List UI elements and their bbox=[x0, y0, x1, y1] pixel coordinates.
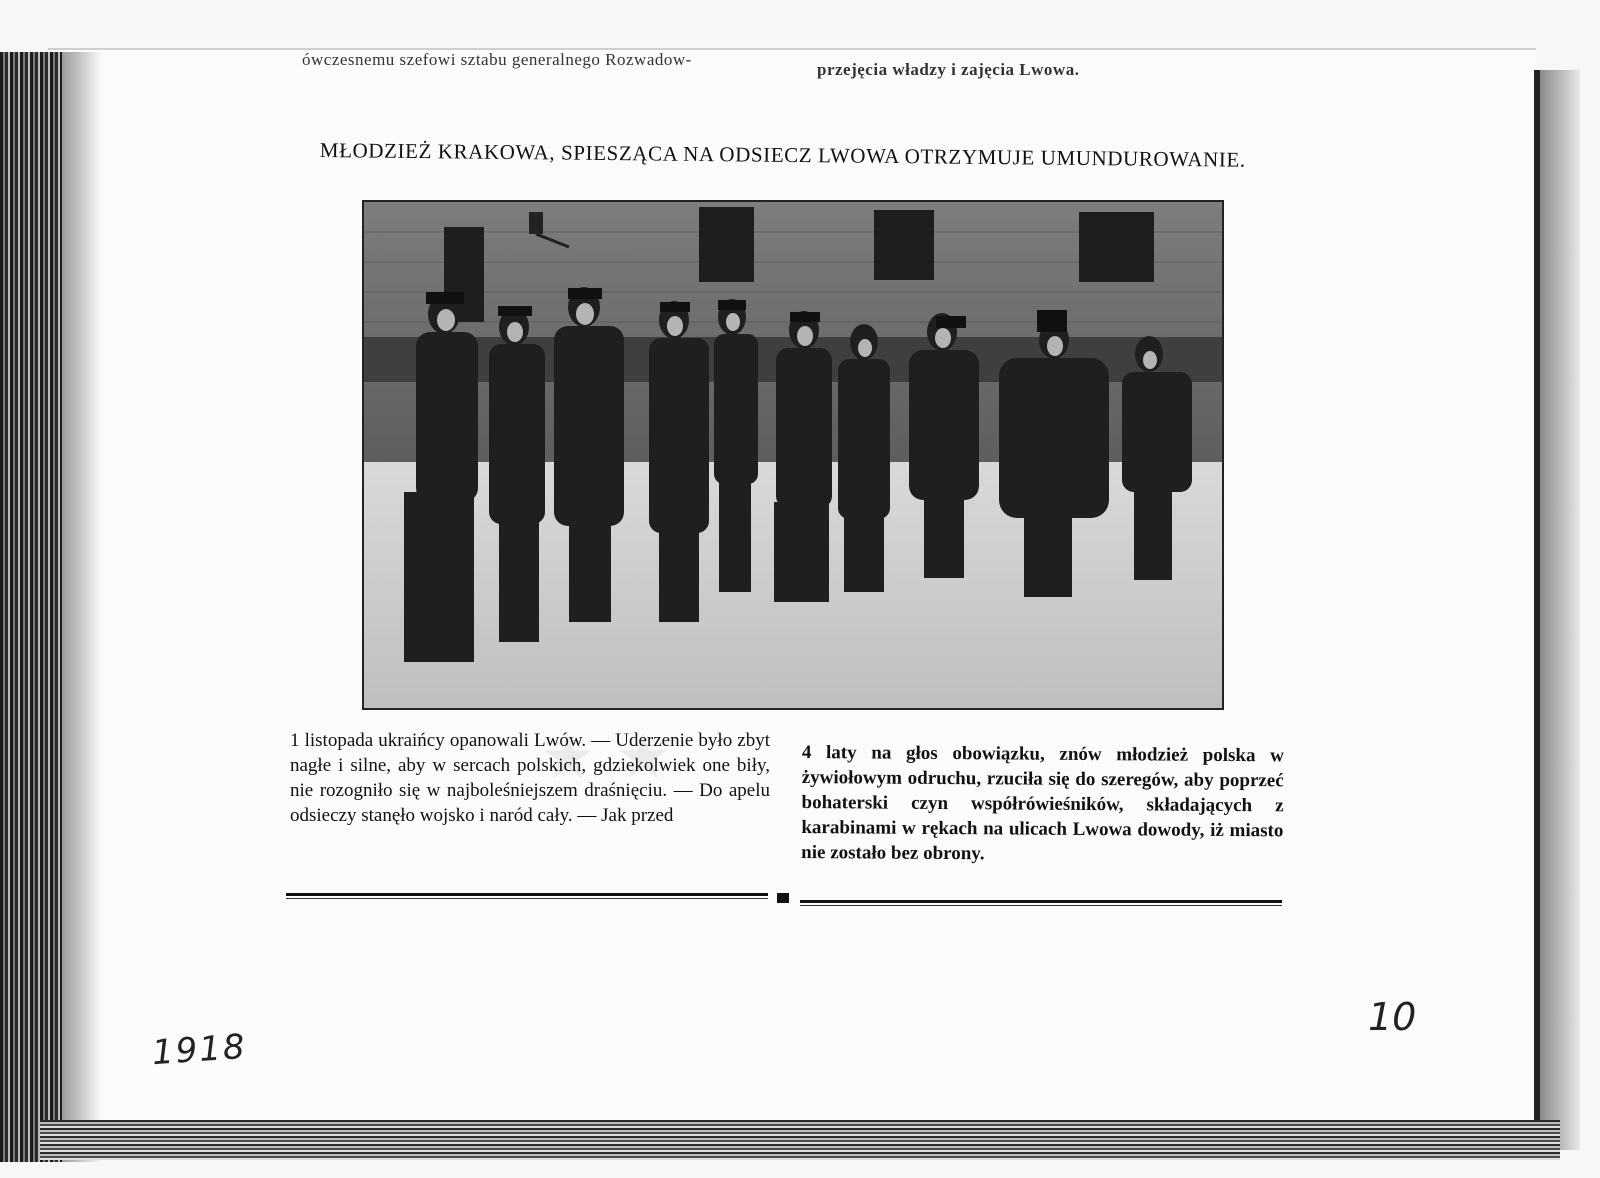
paragraph-right: 4 laty na głos obowiązku, znów młodzież polska w żywiołowym odruchu, rzuciła się do szeregów, aby poprzeć bohaterski czyn współrówieśników, składających z karabinami w rękach na ulicach Lwowa dowody, iż miasto nie zostało bez obrony. bbox=[801, 741, 1284, 865]
handwritten-page-number: 10 bbox=[1368, 995, 1417, 1039]
top-right-text: przejęcia władzy i zajęcia Lwowa. bbox=[817, 60, 1080, 79]
spine-shadow bbox=[62, 52, 102, 1162]
handwritten-year: 1918 bbox=[150, 1026, 248, 1074]
separator-rule-left bbox=[286, 893, 768, 896]
page-right-shadow bbox=[1540, 70, 1580, 1150]
book-spine-edge bbox=[0, 52, 62, 1162]
group-photo-icon bbox=[364, 202, 1222, 708]
group-photo bbox=[362, 200, 1224, 710]
separator-center-mark bbox=[777, 893, 789, 903]
paragraph-left: 1 listopada ukraińcy opanowali Lwów. — Uderzenie było zbyt nagłe i silne, aby w sercach polskich, gdziekolwiek one biły, nie rozogniło się w najboleśniejszem draśnięciu. — Do apelu odsieczy stanęło wojsko i naród cały. — Jak przed bbox=[290, 730, 770, 826]
book-bottom-edge bbox=[40, 1120, 1560, 1160]
photo-caption: MŁODZIEŻ KRAKOWA, SPIESZĄCA NA ODSIECZ LWOWA OTRZYMUJE UMUNDUROWANIE. bbox=[319, 138, 1246, 172]
separator-rule-right bbox=[800, 900, 1282, 903]
top-left-text: ówczesnemu szefowi sztabu generalnego Rozwadow- bbox=[302, 50, 692, 69]
separator-rule-right-thin bbox=[800, 905, 1282, 906]
separator-rule-left-thin bbox=[286, 898, 768, 899]
